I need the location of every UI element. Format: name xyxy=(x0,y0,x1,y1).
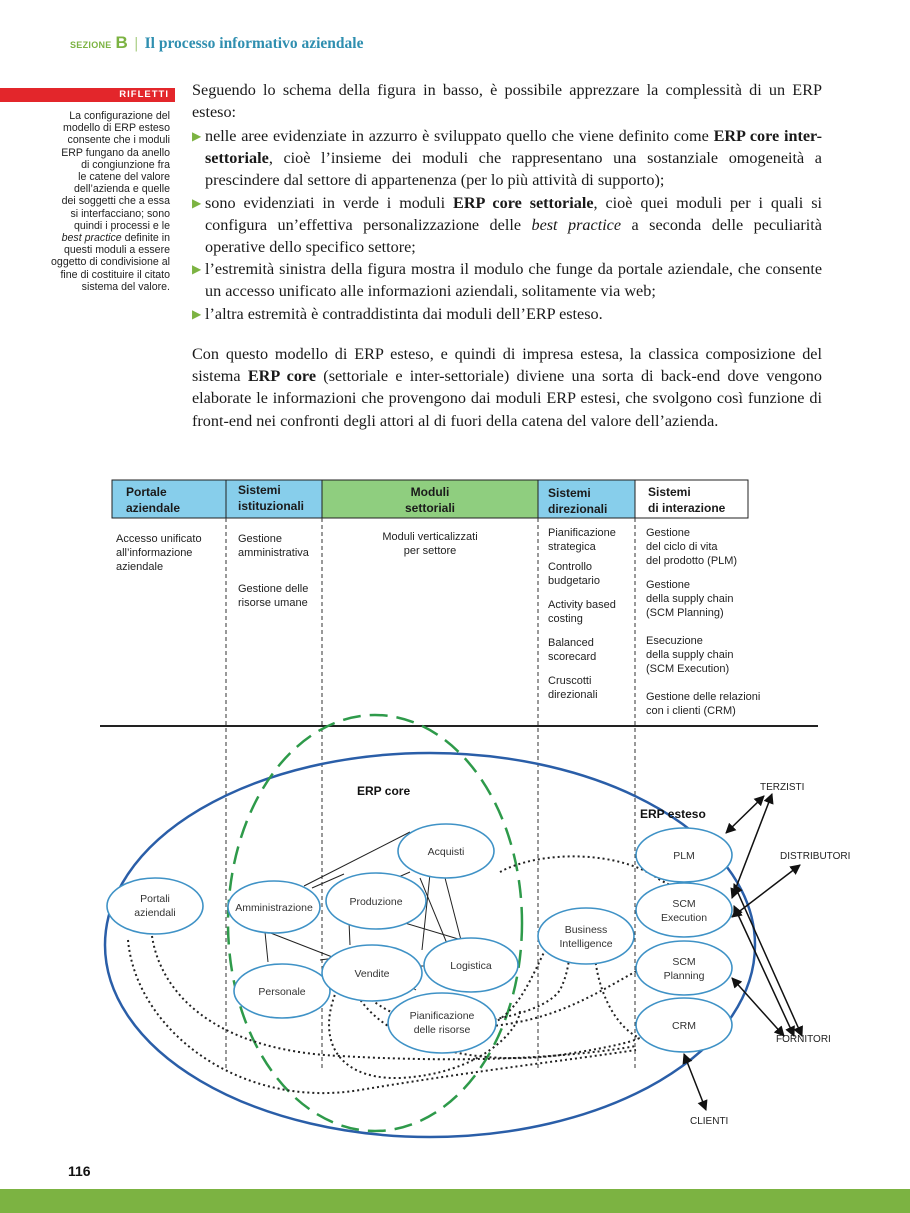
svg-text:Gestione delle relazioni: Gestione delle relazioni xyxy=(646,691,761,703)
actor-terzisti: TERZISTI xyxy=(760,782,805,793)
bullet-item: ▶ sono evidenziati in verde i moduli ERP core settoriale, cioè quei moduli per i quali si configura un’effettiva personalizzazione delle best practice a seconda delle peculiarità operative dello specifico settore; xyxy=(192,193,823,257)
svg-text:Intelligence: Intelligence xyxy=(559,938,613,950)
svg-text:Pianificazione: Pianificazione xyxy=(409,1010,475,1022)
footer-bar xyxy=(0,1189,910,1213)
svg-text:della supply chain: della supply chain xyxy=(646,649,734,661)
col-title: Sistemi xyxy=(548,486,591,500)
sidebar-line: oggetto di condivisione al xyxy=(51,256,170,269)
bullet-arrow-icon: ▶ xyxy=(192,129,202,143)
sidebar-line: di congiunzione fra xyxy=(81,158,170,171)
sidebar-line: dei soggetti che a essa xyxy=(61,195,170,208)
svg-text:budgetario: budgetario xyxy=(548,575,600,587)
svg-text:PLM: PLM xyxy=(673,850,695,862)
closing-paragraph: Con questo modello di ERP esteso, e quindi di impresa estesa, la classica composizione del sistema ERP core (settoriale e inter-settoriale) diviene una sorta di back-end dove vengono elaborate le informazioni che provengono dai moduli ERP estesi, che svolgono così funzione di front-end nei confronti degli attori al di fuori della catena del valore dell’azienda. xyxy=(192,345,822,430)
chapter-title: Il processo informativo aziendale xyxy=(144,35,364,52)
col-title: aziendale xyxy=(126,501,181,515)
page-number: 116 xyxy=(68,1163,91,1179)
col-title: istituzionali xyxy=(238,499,304,513)
erp-core-label: ERP core xyxy=(357,784,411,798)
sidebar-line: consente che i moduli xyxy=(67,134,170,147)
node-business-intelligence xyxy=(538,908,634,964)
col-title: Portale xyxy=(126,485,167,499)
svg-text:delle risorse: delle risorse xyxy=(413,1024,471,1036)
svg-text:del prodotto (PLM): del prodotto (PLM) xyxy=(646,555,738,567)
svg-text:Controllo: Controllo xyxy=(548,561,593,573)
svg-text:(SCM Execution): (SCM Execution) xyxy=(646,663,730,675)
svg-text:del ciclo di vita: del ciclo di vita xyxy=(646,541,718,553)
svg-text:Personale: Personale xyxy=(258,986,306,998)
svg-text:Accesso unificato: Accesso unificato xyxy=(116,533,202,545)
running-header xyxy=(70,33,363,53)
sidebar-line: si interfacciano; sono xyxy=(70,207,170,220)
sidebar-line: fine di costituire il citato xyxy=(60,268,170,281)
rifletti-label: RIFLETTI xyxy=(119,89,169,100)
col-title: Sistemi xyxy=(238,483,281,497)
column-descriptions xyxy=(116,527,760,717)
column-headers xyxy=(112,480,748,518)
bullet-item: ▶ l’estremità sinistra della figura mostra il modulo che funge da portale aziendale, che consente un accesso unificato alle informazioni aziendali, solitamente via web; xyxy=(192,260,822,301)
header-separator: | xyxy=(134,35,138,52)
svg-text:risorse umane: risorse umane xyxy=(238,597,308,609)
bullet-item: ▶ nelle aree evidenziate in azzurro è sviluppato quello che viene definito come ERP core inter-settoriale, cioè l’insieme dei moduli che rappresentano una sostanziale omogeneità a prescindere dal settore di appartenenza (per lo più attività di supporto); xyxy=(192,127,823,190)
node-scm-execution xyxy=(636,883,732,937)
erp-esteso-label: ERP esteso xyxy=(640,807,706,821)
actor-distributori: DISTRIBUTORI xyxy=(780,851,851,862)
col-title: settoriali xyxy=(404,501,456,515)
svg-text:Acquisti: Acquisti xyxy=(427,846,465,858)
diagram-nodes xyxy=(107,824,732,1053)
svg-text:Gestione: Gestione xyxy=(646,527,691,539)
svg-text:SCM: SCM xyxy=(672,898,696,910)
bullet-arrow-icon: ▶ xyxy=(192,306,202,321)
svg-text:CRM: CRM xyxy=(672,1020,696,1032)
section-letter: B xyxy=(115,33,128,52)
svg-text:Amministrazione: Amministrazione xyxy=(235,902,313,914)
svg-text:Moduli verticalizzati: Moduli verticalizzati xyxy=(382,531,478,543)
col-title: Sistemi xyxy=(648,485,691,499)
svg-text:Balanced: Balanced xyxy=(548,637,594,649)
svg-text:Produzione: Produzione xyxy=(349,896,403,908)
section-word: SEZIONE xyxy=(70,40,112,50)
bullet-arrow-icon: ▶ xyxy=(192,195,202,210)
sidebar-line: le catene del valore xyxy=(78,171,170,184)
svg-text:Pianificazione: Pianificazione xyxy=(548,527,616,539)
sidebar-line: ERP fungano da anello xyxy=(61,146,170,159)
svg-text:Execution: Execution xyxy=(660,912,708,924)
svg-text:SCM: SCM xyxy=(672,956,696,968)
svg-text:Planning: Planning xyxy=(663,970,705,982)
svg-text:costing: costing xyxy=(548,613,583,625)
svg-text:Gestione: Gestione xyxy=(238,533,283,545)
svg-text:Vendite: Vendite xyxy=(354,968,390,980)
bullet-item: ▶ l’altra estremità è contraddistinta dai moduli dell’ERP esteso. xyxy=(192,303,822,325)
erp-diagram xyxy=(100,470,851,1150)
svg-text:Logistica: Logistica xyxy=(450,960,492,972)
sidebar-line: questi moduli a essere xyxy=(64,244,170,257)
actor-fornitori: FORNITORI xyxy=(776,1034,831,1045)
actor-clienti: CLIENTI xyxy=(690,1116,729,1127)
svg-text:Gestione: Gestione xyxy=(646,579,691,591)
svg-text:Cruscotti: Cruscotti xyxy=(548,675,592,687)
sidebar-line: quindi i processi e le xyxy=(74,219,170,232)
bullet-arrow-icon: ▶ xyxy=(192,262,202,277)
bullet-list xyxy=(192,125,822,325)
svg-text:per settore: per settore xyxy=(403,545,457,557)
node-scm-planning xyxy=(636,941,732,995)
node-pianificazione xyxy=(388,993,496,1053)
rifletti-banner xyxy=(0,88,175,102)
svg-text:Activity based: Activity based xyxy=(548,599,616,611)
svg-text:aziendali: aziendali xyxy=(134,907,176,919)
sidebar-line: modello di ERP esteso xyxy=(63,122,170,135)
sidebar-line: dell’azienda e quelle xyxy=(73,183,170,196)
sidebar-line: La configurazione del xyxy=(69,110,170,122)
svg-text:con i clienti (CRM): con i clienti (CRM) xyxy=(646,705,736,717)
svg-text:aziendale: aziendale xyxy=(116,561,164,573)
svg-text:Gestione delle: Gestione delle xyxy=(238,583,309,595)
node-portali xyxy=(107,878,203,934)
svg-text:Portali: Portali xyxy=(140,893,170,905)
col-title: Moduli xyxy=(410,485,450,499)
svg-text:all’informazione: all’informazione xyxy=(116,547,193,559)
sidebar-note xyxy=(0,110,170,293)
sidebar-line: sistema del valore. xyxy=(81,280,170,293)
svg-text:amministrativa: amministrativa xyxy=(238,547,309,559)
svg-text:Esecuzione: Esecuzione xyxy=(646,635,703,647)
svg-text:Business: Business xyxy=(564,924,608,936)
svg-text:della supply chain: della supply chain xyxy=(646,593,734,605)
intro-paragraph: Seguendo lo schema della figura in basso, è possibile apprezzare la complessità di un ERP esteso: xyxy=(192,81,822,122)
svg-text:strategica: strategica xyxy=(548,541,596,553)
sidebar-line: best practice definite in xyxy=(61,232,170,245)
col-title: direzionali xyxy=(548,502,608,516)
col-title: di interazione xyxy=(648,501,726,515)
svg-text:scorecard: scorecard xyxy=(548,651,597,663)
svg-text:direzionali: direzionali xyxy=(548,689,598,701)
svg-text:(SCM Planning): (SCM Planning) xyxy=(646,607,724,619)
